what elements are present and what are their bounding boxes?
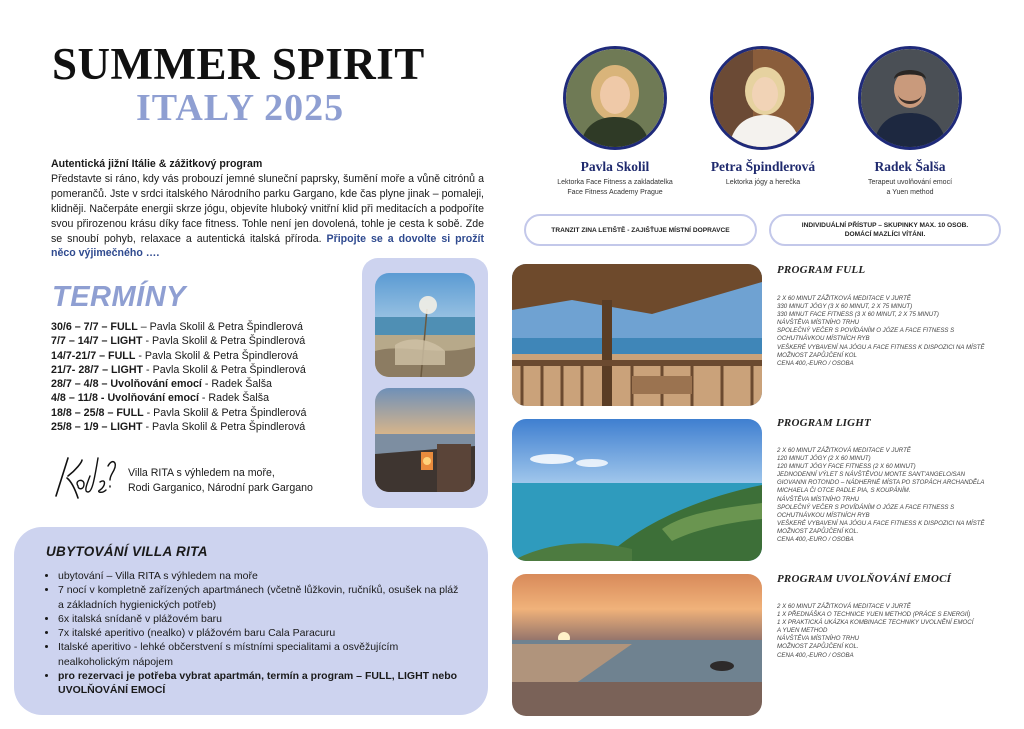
page-title: SUMMER SPIRIT <box>52 39 425 89</box>
program-emotions-title: PROGRAM UVOLŇOVÁNÍ EMOCÍ <box>777 573 952 585</box>
photo-sunset <box>512 574 762 716</box>
page-subtitle: ITALY 2025 <box>136 87 345 129</box>
person-role-petra: Lektorka jógy a herečka <box>725 179 801 186</box>
terminy-item: 25/8 – 1/9 – LIGHT - Pavla Skolil & Petra Špindlerová <box>51 421 306 434</box>
program-emotions-details: 2 X 60 MINUT ZÁŽITKOVÁ MEDITACE V JURTĚ 1 X PŘEDNÁŠKA O TECHNICE YUEN METHOD (PRÁCE S ENERGIÍ) 1 X PRAKTICKÁ UKÁZKA KOMBINACE TECHNIKY UVOLNĚNÍ EMOCÍ A YUEN METHOD NÁVŠTĚVA MÍSTNÍHO TRHU MOŽNOST ZAPŮJČENÍ KOL. CENA 400,-EURO / OSOBA <box>777 603 974 659</box>
terminy-item: 28/7 – 4/8 – Uvolňování emocí - Radek Šalša <box>51 378 272 391</box>
program-light-details: 2 X 60 MINUT ZÁŽITKOVÁ MEDITACE V JURTĚ 120 MINUT JÓGY (2 X 60 MINUT) 120 MINUT JÓGY FACE FITNESS (2 X 60 MINUT) JEDNODENNÍ VÝLET S NÁVŠTĚVOU MONTE SANT'ANGELO/SAN GIOVANNI ROTONDO – NÁDHERNÉ MÍSTA PO STOPÁCH ARCHANDĚLA MICHAELA ČI OTCE PADLE PIA, S KOUPÁNÍM. NÁVŠTĚVA MÍSTNÍHO TRHU SPOLEČNÝ VEČER S POVÍDÁNÍM O JÓZE A FACE FITNESS S OCHUTNÁVKOU MÍSTNÍCH RYB VEŠKERÉ VYBAVENÍ NA JÓGU A FACE FITNESS K DISPOZICI NA MÍSTĚ MOŽNOST ZAPŮJČENÍ KOL. CENA 400,-EURO / OSOBA <box>777 447 985 544</box>
group-pill: INDIVIDUÁLNÍ PŘÍSTUP – SKUPINKY MAX. 10 OSOB. DOMÁCÍ MAZLÍCI VÍTÁNI. <box>769 214 1001 246</box>
kde-line-2: Rodi Garganico, Národní park Gargano <box>128 482 313 494</box>
program-full-title: PROGRAM FULL <box>777 264 866 276</box>
terminy-item: 18/8 – 25/8 – FULL - Pavla Skolil & Petra Špindlerová <box>51 406 307 419</box>
avatar-petra <box>710 46 814 150</box>
kde-line-1: Villa RITA s výhledem na moře, <box>128 467 275 479</box>
terminy-list <box>51 320 351 434</box>
accommodation-list <box>44 569 464 698</box>
list-item: • 7 nocí v kompletně zařízených apartmánech (včetně lůžkovin, ručníků, osušek na pláž a základních hygienických potřeb) <box>58 583 464 612</box>
photo-lantern <box>375 388 475 492</box>
kde-signature <box>48 452 120 502</box>
intro-cta: Připojte se a dovolte si prožít něco výjimečného …. <box>51 232 484 260</box>
person-role-pavla: Lektorka Face Fitness a zakladatelka Face Fitness Academy Prague <box>557 179 673 196</box>
terminy-item: 14/7-21/7 – FULL - Pavla Skolil & Petra Špindlerová <box>51 349 299 362</box>
kde-location <box>128 466 313 496</box>
transfer-pill: TRANZIT ZINA LETIŠTĚ - ZAJIŠŤUJE MÍSTNÍ DOPRAVCE <box>524 214 757 246</box>
photo-coast <box>512 419 762 561</box>
person-role-radek: Terapeut uvolňování emocí a Yuen method <box>867 179 953 196</box>
list-item: • 7x italské aperitivo (nealko) v plážovém baru Cala Paracuru <box>58 626 464 640</box>
avatar-pavla <box>563 46 667 150</box>
list-item: • Italské aperitivo - lehké občerstvení s místními specialitami a osvěžujícím nealkoholickým nápojem <box>58 640 464 669</box>
intro-body: Představte si ráno, kdy vás probouzí jemné sluneční paprsky, šumění moře a vůně citrónů a pomerančů. Jste v srdci italského Národního parku Gargano, kde čas plyne jinak – pomaleji, klidněji. Načerpáte energii skrze jógu, objevíte hluboký vnitřní klid při meditacích a podpoříte svou přirozenou krásu díky face fitness. Tohle není jen dovolená, tohle je cesta k sobě. Zde se snoubí pohyb, relaxace a autentická italská příroda. <box>51 172 484 245</box>
person-name-pavla: Pavla Skolil <box>580 159 650 174</box>
terminy-item: 4/8 – 11/8 - Uvolňování emocí - Radek Šalša <box>51 392 270 405</box>
photo-terrace <box>512 264 762 406</box>
intro-text <box>51 157 484 261</box>
list-item: • 6x italská snídaně v plážovém baru <box>58 612 464 626</box>
terminy-item: 30/6 – 7/7 – FULL – Pavla Skolil & Petra Špindlerová <box>51 321 303 333</box>
terminy-item: 7/7 – 14/7 – LIGHT - Pavla Skolil & Petra Špindlerová <box>51 335 306 348</box>
photo-dandelion <box>375 273 475 377</box>
person-name-petra: Petra Špindlerová <box>710 159 816 174</box>
intro-heading: Autentická jižní Itálie & zážitkový program <box>51 158 263 170</box>
avatar-radek <box>858 46 962 150</box>
program-full-details: 2 X 60 MINUT ZÁŽITKOVÁ MEDITACE V JURTĚ 330 MINUT JÓGY (3 X 60 MINUT, 2 X 75 MINUT) 330 MINUT FACE FITNESS (3 X 60 MINUT, 2 X 75 MINUT) NÁVŠTĚVA MÍSTNÍHO TRHU SPOLEČNÝ VEČER S POVÍDÁNÍM O JÓZE A FACE FITNESS S OCHUTNÁVKOU MÍSTNÍCH RYB VEŠKERÉ VYBAVENÍ NA JÓGU A FACE FITNESS K DISPOZICI NA MÍSTĚ MOŽNOST ZAPŮJČENÍ KOL CENA 400,-EURO / OSOBA <box>777 295 985 367</box>
list-item: • ubytování – Villa RITA s výhledem na moře <box>58 569 464 583</box>
accommodation-title: UBYTOVÁNÍ VILLA RITA <box>46 544 208 559</box>
person-name-radek: Radek Šalša <box>874 159 946 174</box>
terminy-item: 21/7- 28/7 – LIGHT - Pavla Skolil & Petra Špindlerová <box>51 363 306 376</box>
list-item: • pro rezervaci je potřeba vybrat apartmán, termín a program – FULL, LIGHT nebo UVOLŇOVÁNÍ EMOCÍ <box>58 669 464 698</box>
program-light-title: PROGRAM LIGHT <box>777 417 871 429</box>
terminy-title: TERMÍNY <box>52 281 186 313</box>
